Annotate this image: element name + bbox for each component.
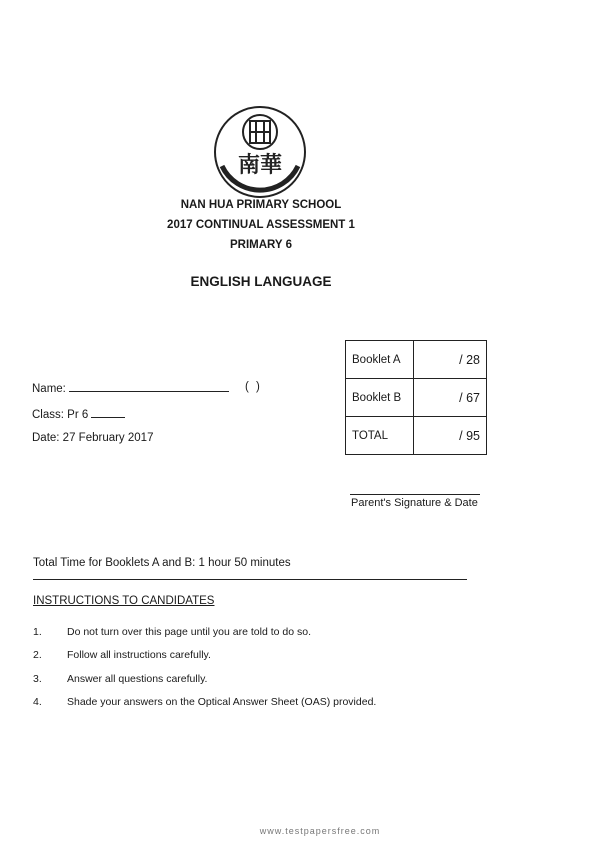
- instruction-number: 1.: [33, 626, 42, 638]
- class-label: Class: Pr 6: [32, 409, 89, 421]
- instruction-item: [33, 626, 311, 638]
- marks-label: Booklet A: [346, 341, 414, 379]
- name-field: [32, 381, 229, 395]
- marks-label: TOTAL: [346, 417, 414, 455]
- school-name: NAN HUA PRIMARY SCHOOL: [180, 199, 342, 211]
- instructions-title: INSTRUCTIONS TO CANDIDATES: [33, 595, 215, 607]
- marks-row-booklet-a: [346, 341, 487, 379]
- instruction-number: 2.: [33, 649, 42, 661]
- name-label: Name:: [32, 383, 66, 395]
- divider: [33, 579, 467, 580]
- instruction-text: Answer all questions carefully.: [67, 673, 208, 685]
- instruction-item: [33, 696, 376, 708]
- marks-row-total: [346, 417, 487, 455]
- total-time: Total Time for Booklets A and B: 1 hour 50 minutes: [33, 557, 291, 569]
- instruction-number: 4.: [33, 696, 42, 708]
- instruction-number: 3.: [33, 673, 42, 685]
- instruction-item: [33, 673, 207, 685]
- instruction-text: Do not turn over this page until you are told to do so.: [67, 626, 311, 638]
- assessment-title: 2017 CONTINUAL ASSESSMENT 1: [167, 219, 355, 231]
- class-field: [32, 407, 125, 421]
- marks-table: [345, 340, 487, 455]
- signature-label: Parent's Signature & Date: [351, 497, 478, 509]
- subject-title: ENGLISH LANGUAGE: [190, 274, 332, 289]
- footer-watermark: www.testpapersfree.com: [259, 826, 381, 836]
- marks-label: Booklet B: [346, 379, 414, 417]
- instruction-text: Follow all instructions carefully.: [67, 649, 211, 661]
- index-number-field: ( ): [245, 381, 262, 393]
- name-underline[interactable]: [69, 381, 229, 392]
- class-underline[interactable]: [91, 407, 125, 418]
- signature-line[interactable]: [350, 494, 480, 495]
- level-title: PRIMARY 6: [230, 239, 292, 251]
- school-crest-logo: [212, 104, 308, 200]
- marks-value: / 28: [414, 341, 487, 379]
- marks-value: / 67: [414, 379, 487, 417]
- marks-value: / 95: [414, 417, 487, 455]
- marks-row-booklet-b: [346, 379, 487, 417]
- instruction-item: [33, 649, 211, 661]
- instruction-text: Shade your answers on the Optical Answer Sheet (OAS) provided.: [67, 696, 377, 708]
- logo-chinese-text: 南華: [237, 153, 283, 178]
- date-field: Date: 27 February 2017: [32, 432, 154, 444]
